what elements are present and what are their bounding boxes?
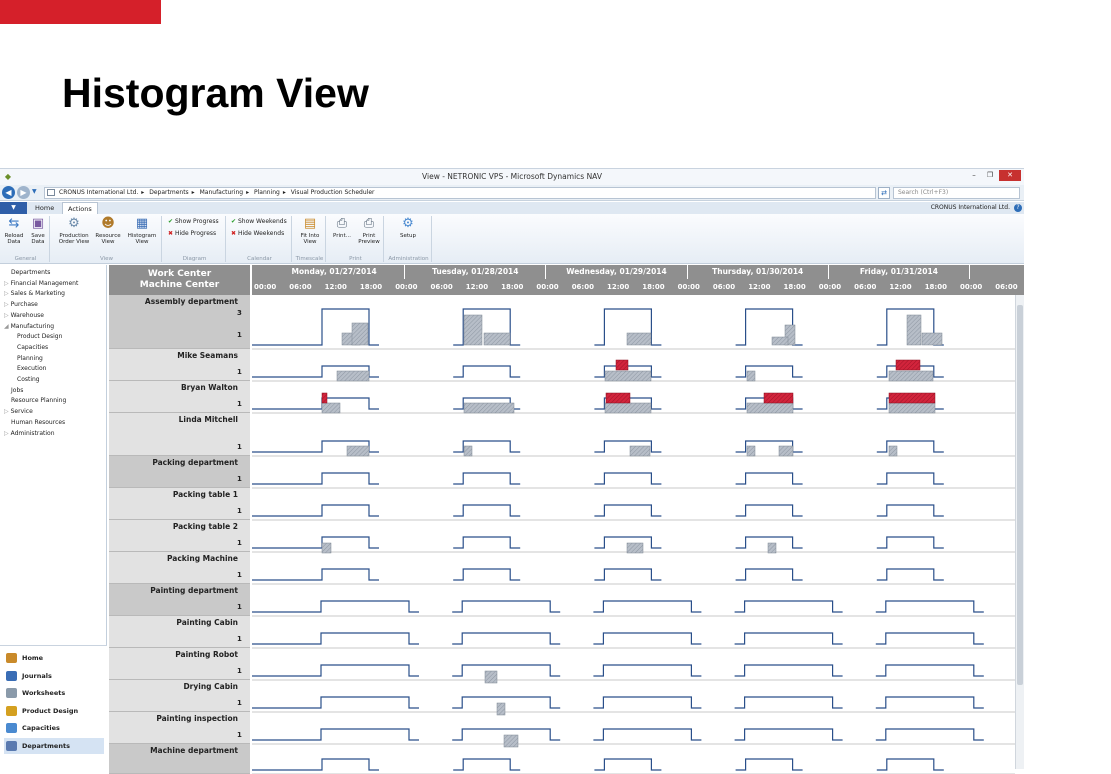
load-bar[interactable]: [889, 371, 933, 381]
capacity-line: [736, 473, 803, 484]
hour-tick-label: 00:00: [818, 283, 842, 291]
search-input[interactable]: Search (Ctrl+F3): [893, 187, 1020, 199]
group-general: ⇆ Reload Data ▣ Save Data General: [2, 216, 50, 262]
page-icon: [47, 189, 55, 196]
reload-icon: ⇆: [8, 216, 20, 231]
scroll-thumb[interactable]: [1017, 305, 1023, 685]
resource-row-label[interactable]: Painting Cabin: [109, 616, 250, 648]
nav-item[interactable]: Costing: [17, 376, 40, 383]
capacity-label: 1: [237, 571, 242, 579]
crumb-departments[interactable]: Departments: [149, 189, 189, 196]
product-design-icon: [6, 706, 17, 716]
capacity-label: 1: [237, 507, 242, 515]
ribbon-tabs: [0, 202, 1024, 214]
hide-weekends-button[interactable]: ✖ Hide Weekends: [231, 230, 285, 237]
load-bar[interactable]: [322, 543, 331, 553]
capacity-line: [252, 537, 379, 548]
expand-icon[interactable]: ◢: [4, 322, 9, 330]
capacity-label: 1: [237, 475, 242, 483]
departments-icon: [6, 741, 17, 751]
nav-button-capacities[interactable]: Capacities: [4, 720, 104, 736]
show-progress-button[interactable]: ✔ Show Progress: [168, 218, 219, 225]
expand-icon[interactable]: ▷: [4, 311, 9, 319]
capacity-label: 1: [237, 368, 242, 376]
capacity-line: [594, 505, 661, 516]
forward-icon[interactable]: ▶: [17, 186, 30, 199]
capacity-line: [252, 505, 379, 516]
capacity-line: [876, 729, 984, 740]
hour-tick-label: 18:00: [642, 283, 665, 291]
vertical-scrollbar[interactable]: [1015, 295, 1024, 769]
company-name: CRONUS International Ltd.: [930, 204, 1010, 211]
crumb-company[interactable]: CRONUS International Ltd.: [59, 189, 139, 196]
capacity-line: [735, 633, 843, 644]
capacity-line: [735, 601, 843, 612]
load-bar[interactable]: [772, 337, 788, 345]
capacities-icon: [6, 723, 17, 733]
capacity-label: 1: [237, 635, 242, 643]
resource-row-label[interactable]: Painting Robot: [109, 648, 250, 680]
load-bar[interactable]: [605, 371, 651, 381]
hour-tick-label: 12:00: [1030, 283, 1053, 291]
crumb-vps[interactable]: Visual Production Scheduler: [290, 189, 375, 196]
load-bar[interactable]: [747, 446, 755, 456]
load-bar[interactable]: [779, 446, 793, 456]
day-header: M: [970, 265, 1111, 279]
group-calendar: ✔ Show Weekends ✖ Hide Weekends Calendar: [228, 216, 292, 262]
resource-row-label[interactable]: Painting department: [109, 584, 250, 616]
day-header: Tuesday, 01/28/2014: [405, 265, 546, 279]
slide-title: Histogram View: [62, 70, 369, 116]
load-bar[interactable]: [747, 371, 755, 381]
load-bar[interactable]: [322, 403, 340, 413]
nav-item[interactable]: ▷ Administration: [4, 429, 55, 437]
crumb-manufacturing[interactable]: Manufacturing: [199, 189, 244, 196]
capacity-line: [594, 473, 661, 484]
minimize-button[interactable]: –: [972, 171, 976, 179]
load-bar[interactable]: [922, 333, 942, 345]
nav-item[interactable]: Execution: [17, 365, 47, 373]
navigation-buttons: [0, 645, 107, 769]
load-bar[interactable]: [504, 735, 518, 747]
setup-button[interactable]: ⚙ Setup: [399, 216, 416, 239]
title-bar: [0, 169, 1024, 185]
capacity-label: 1: [237, 539, 242, 547]
day-header: Monday, 01/27/2014: [264, 265, 405, 279]
capacity-line: [452, 665, 560, 676]
hour-tick-label: 18:00: [924, 283, 947, 291]
load-bar[interactable]: [627, 543, 643, 553]
day-header: Friday, 01/31/2014: [829, 265, 970, 279]
hour-tick-label: 06:00: [430, 283, 453, 291]
capacity-line: [594, 569, 661, 580]
window-controls: [967, 170, 1021, 182]
tab-actions[interactable]: Actions: [62, 202, 98, 214]
hour-tick-label: 18:00: [1065, 283, 1089, 291]
nav-button-journals[interactable]: Journals: [4, 668, 104, 684]
capacity-line: [877, 537, 944, 548]
address-bar: [0, 185, 1024, 201]
load-bar[interactable]: [747, 403, 793, 413]
capacity-line: [876, 665, 984, 676]
reload-data-button[interactable]: ⇆ Reload Data: [4, 216, 24, 245]
check-icon: ✔: [231, 218, 237, 225]
load-bar[interactable]: [464, 315, 482, 345]
help-icon[interactable]: ?: [1014, 204, 1022, 212]
resource-icon: ☻: [101, 216, 115, 231]
nav-window: [0, 168, 1089, 768]
capacity-line: [452, 633, 560, 644]
capacity-line: [736, 569, 803, 580]
hour-tick-label: 18:00: [359, 283, 383, 291]
header-work-center: Work Center: [147, 269, 212, 279]
hour-tick-label: 18:00: [783, 283, 806, 291]
nav-button-worksheets[interactable]: Worksheets: [4, 685, 104, 701]
capacity-line: [877, 505, 944, 516]
capacity-line: [736, 759, 803, 770]
resource-row-label[interactable]: Bryan Walton: [109, 381, 250, 413]
nav-item[interactable]: Resource Planning: [11, 397, 67, 405]
load-bar[interactable]: [464, 446, 472, 456]
ribbon: [0, 214, 1024, 264]
nav-item[interactable]: Product Design: [17, 333, 63, 341]
capacity-line: [593, 633, 701, 644]
capacity-line: [252, 398, 379, 409]
window-title: View - NETRONIC VPS - Microsoft Dynamics NAV: [422, 172, 602, 181]
load-bar[interactable]: [768, 543, 776, 553]
nav-item[interactable]: ▷ Warehouse: [4, 311, 44, 319]
load-bar[interactable]: [630, 446, 650, 456]
hour-tick-label: 18:00: [501, 283, 524, 291]
nav-button-product-design[interactable]: Product Design: [4, 703, 104, 719]
nav-item[interactable]: Departments: [11, 269, 51, 276]
capacity-line: [877, 569, 944, 580]
capacity-line: [735, 665, 843, 676]
hour-tick-label: 12:00: [889, 283, 912, 291]
load-bar[interactable]: [889, 446, 897, 456]
capacity-line: [594, 759, 661, 770]
hour-tick-label: 06:00: [995, 283, 1018, 291]
capacity-line: [593, 729, 701, 740]
capacity-line: [593, 665, 701, 676]
load-bar[interactable]: [605, 403, 651, 413]
nav-item[interactable]: ▷ Purchase: [4, 301, 38, 309]
production-order-view-button[interactable]: ⚙ Production Order View: [58, 216, 90, 245]
hide-progress-button[interactable]: ✖ Hide Progress: [168, 230, 217, 237]
capacity-line: [252, 697, 419, 708]
expand-icon[interactable]: ▷: [4, 429, 9, 437]
app-icon: ◆: [4, 172, 12, 181]
capacity-line: [593, 697, 701, 708]
journals-icon: [6, 671, 17, 681]
nav-item[interactable]: ▷ Service: [4, 408, 33, 416]
load-bar[interactable]: [484, 333, 510, 345]
hour-tick-label: 00:00: [254, 283, 277, 291]
load-bar[interactable]: [889, 403, 935, 413]
capacity-label: 1: [237, 400, 242, 408]
capacity-line: [877, 473, 944, 484]
capacity-line: [594, 441, 661, 452]
capacity-line: [876, 601, 984, 612]
capacity-line: [452, 601, 560, 612]
refresh-icon[interactable]: ⇄: [878, 187, 890, 199]
resource-row-label[interactable]: Packing table 2: [109, 520, 250, 552]
fit-into-view-icon: ▤: [303, 216, 317, 231]
navigation-pane: [0, 265, 107, 769]
breadcrumb: CRONUS International Ltd. ▸ Departments ▸ Manufacturing ▸ Planning ▸ Visual Production Scheduler: [44, 187, 876, 199]
capacity-label: 1: [237, 731, 242, 739]
hour-tick-label: 12:00: [465, 283, 489, 291]
nav-button-home[interactable]: Home: [4, 650, 104, 666]
worksheets-icon: [6, 688, 17, 698]
group-administration: ⚙ Setup Administration: [386, 216, 432, 262]
expand-icon[interactable]: ▷: [4, 301, 9, 309]
row-header-title: [109, 265, 250, 295]
print-preview-icon: ⎙: [363, 216, 375, 231]
nav-item[interactable]: Capacities: [17, 343, 49, 351]
capacity-label: 1: [237, 699, 242, 707]
capacity-line: [252, 473, 379, 484]
group-diagram: ✔ Show Progress ✖ Hide Progress Diagram: [164, 216, 226, 262]
load-bar[interactable]: [347, 446, 369, 456]
capacity-label: 3: [237, 309, 242, 317]
load-bar[interactable]: [352, 323, 368, 345]
capacity-line: [252, 601, 419, 612]
cross-icon: ✖: [168, 230, 174, 237]
capacity-line: [252, 729, 419, 740]
capacity-line: [593, 601, 701, 612]
nav-button-departments[interactable]: Departments: [4, 738, 104, 754]
nav-item[interactable]: ▷ Sales & Marketing: [4, 290, 65, 298]
capacity-line: [736, 366, 803, 377]
capacity-label: 1: [237, 443, 242, 451]
resource-row-label[interactable]: Assembly department: [109, 295, 250, 349]
timescale-header[interactable]: [252, 265, 1089, 295]
save-data-button[interactable]: ▣ Save Data: [31, 216, 45, 245]
printer-icon: ⎙: [336, 216, 348, 231]
capacity-line: [735, 697, 843, 708]
file-menu-button[interactable]: ▼: [0, 202, 27, 214]
capacity-line: [736, 505, 803, 516]
histogram-view-button[interactable]: ▦ Histogram View: [127, 216, 157, 245]
capacity-line: [735, 729, 843, 740]
load-bar[interactable]: [337, 371, 369, 381]
capacity-label: 1: [237, 667, 242, 675]
hour-tick-label: 06:00: [854, 283, 877, 291]
overload-bar[interactable]: [896, 360, 920, 370]
histogram-scheduler: [109, 265, 1089, 769]
close-button[interactable]: ✕: [999, 170, 1021, 181]
print-button[interactable]: ⎙ Print...: [333, 216, 351, 239]
hour-tick-label: 00:00: [536, 283, 559, 291]
capacity-line: [252, 633, 419, 644]
nav-item[interactable]: ▷ Financial Management: [4, 279, 79, 287]
overload-bar[interactable]: [606, 393, 630, 403]
capacity-line: [453, 366, 520, 377]
nav-item[interactable]: ◢ Manufacturing: [4, 322, 55, 330]
back-icon[interactable]: ◀: [2, 186, 15, 199]
hour-tick-label: 00:00: [960, 283, 983, 291]
load-bar[interactable]: [485, 671, 497, 683]
hour-tick-label: 06:00: [289, 283, 312, 291]
capacity-line: [877, 759, 944, 770]
hour-tick-label: 00:00: [677, 283, 700, 291]
history-dropdown-icon[interactable]: ▼: [32, 188, 37, 195]
load-bar[interactable]: [497, 703, 505, 715]
hour-tick-label: 06:00: [712, 283, 736, 291]
capacity-line: [252, 759, 379, 770]
hour-tick-label: 12:00: [607, 283, 630, 291]
capacity-line: [252, 665, 419, 676]
home-icon: [6, 653, 17, 663]
capacity-line: [453, 569, 520, 580]
overload-bar[interactable]: [889, 393, 935, 403]
save-icon: ▣: [31, 216, 45, 231]
overload-bar[interactable]: [764, 393, 793, 403]
expand-icon[interactable]: ▷: [4, 290, 9, 298]
capacity-line: [876, 697, 984, 708]
header-machine-center: Machine Center: [139, 280, 220, 290]
capacity-line: [876, 633, 984, 644]
group-print: ⎙ Print... ⎙ Print Preview Print: [328, 216, 384, 262]
capacity-line: [453, 759, 520, 770]
histogram-chart[interactable]: [252, 295, 1015, 769]
resource-view-button[interactable]: ☻ Resource View: [95, 216, 121, 245]
capacity-line: [452, 697, 560, 708]
capacity-label: 1: [237, 331, 242, 339]
check-icon: ✔: [168, 218, 174, 225]
nav-item[interactable]: Jobs: [11, 386, 24, 394]
production-order-icon: ⚙: [68, 216, 80, 231]
capacity-label: 1: [237, 603, 242, 611]
capacity-line: [453, 441, 520, 452]
load-bar[interactable]: [907, 315, 921, 345]
day-header: Thursday, 01/30/2014: [688, 265, 829, 279]
resource-row-label[interactable]: Packing Machine: [109, 552, 250, 584]
capacity-line: [877, 441, 944, 452]
group-view: ⚙ Production Order View ☻ Resource View ▦ Histogram View View: [52, 216, 162, 262]
setup-gear-icon: ⚙: [402, 216, 414, 231]
capacity-line: [252, 569, 379, 580]
resource-row-label[interactable]: Linda Mitchell: [109, 413, 250, 456]
capacity-line: [453, 505, 520, 516]
resource-row-label[interactable]: Drying Cabin: [109, 680, 250, 712]
day-header: Wednesday, 01/29/2014: [546, 265, 687, 279]
restore-button[interactable]: ❐: [986, 171, 994, 179]
group-timescale: ▤ Fit Into View Timescale: [294, 216, 326, 262]
load-bar[interactable]: [464, 403, 514, 413]
accent-bar: [0, 0, 161, 24]
resource-row-label[interactable]: Packing table 1: [109, 488, 250, 520]
fit-into-view-button[interactable]: ▤ Fit Into View: [300, 216, 320, 245]
capacity-line: [453, 537, 520, 548]
crumb-planning[interactable]: Planning: [254, 189, 280, 196]
capacity-line: [453, 473, 520, 484]
resource-row-label[interactable]: Machine department: [109, 744, 250, 774]
hour-tick-label: 06:00: [571, 283, 594, 291]
hour-tick-label: 00:00: [395, 283, 418, 291]
print-preview-button[interactable]: ⎙ Print Preview: [358, 216, 380, 245]
tab-home[interactable]: Home: [35, 204, 55, 212]
hour-tick-label: 12:00: [748, 283, 771, 291]
histogram-icon: ▦: [135, 216, 149, 231]
resource-row-label[interactable]: Painting inspection: [109, 712, 250, 744]
overload-bar[interactable]: [616, 360, 628, 370]
expand-icon[interactable]: ▷: [4, 408, 9, 416]
overload-bar[interactable]: [322, 393, 327, 403]
show-weekends-button[interactable]: ✔ Show Weekends: [231, 218, 287, 225]
load-bar[interactable]: [627, 333, 651, 345]
hour-tick-label: 12:00: [324, 283, 347, 291]
resource-row-label[interactable]: Packing department: [109, 456, 250, 488]
expand-icon[interactable]: ▷: [4, 279, 9, 287]
nav-item[interactable]: Human Resources: [11, 418, 66, 426]
resource-row-label[interactable]: Mike Seamans: [109, 349, 250, 381]
cross-icon: ✖: [231, 230, 237, 237]
nav-item[interactable]: Planning: [17, 354, 43, 362]
